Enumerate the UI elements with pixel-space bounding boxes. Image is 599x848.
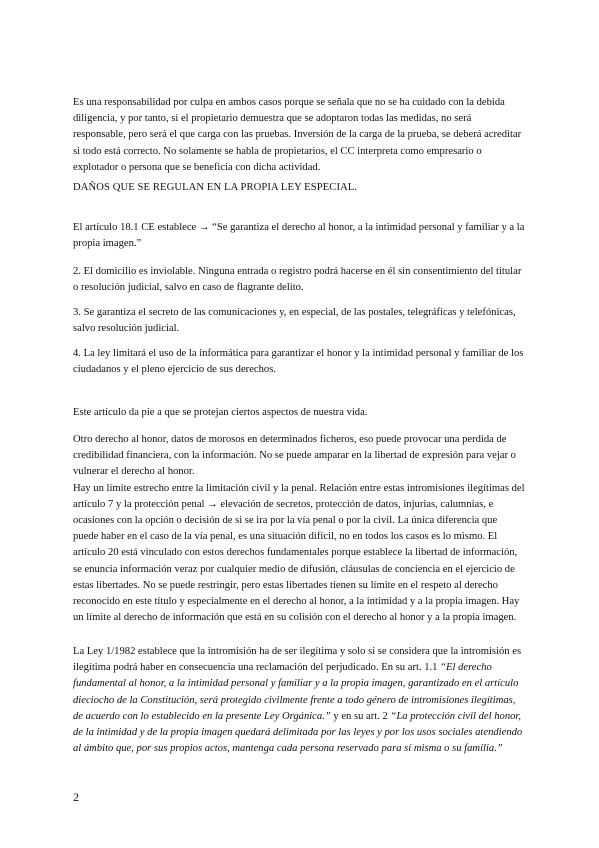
text-run: y en su art. 2 (330, 710, 391, 722)
paragraph-text: 3. Se garantiza el secreto de las comunicaciones y, en especial, de las postales, telegráficas y telefónicas, salvo resolución judicial. (73, 307, 516, 335)
paragraph-otro-derecho (73, 432, 525, 626)
paragraph-text (73, 644, 525, 757)
quote-art-1: “El derecho fundamental al honor, a la intimidad personal y familiar y a la propia imagen, garantizado en el artículo dieciocho de la Constitución, será protegido civilmente frente a todo género de intromisiones ilegítimas, de acuerdo con lo establecido en la presente Ley Orgánica.” (73, 662, 519, 722)
paragraph-text: Hay un límite estrecho entre la limitación civil y la penal. Relación entre estas intromisiones ilegítimas del artículo 7 y la protección penal → elevación de secretos, protección de datos, injurias, calumnias, e ocasiones con la opción o decisión de si se ira por la vía penal o por la civil. La única diferencia que puede haber en el caso de la vía penal, es una situación difícil, no en todos los casos es lo mismo. El artículo 20 está vinculado con estos derechos fundamentales porque establece la libertad de información, se enuncia información veraz por cualquier medio de difusión, cláusulas de conciencia en el ejercicio de estas libertades. No se puede restringir, pero estas libertades tienen su límite en el respeto al derecho reconocido en este título y especialmente en el derecho al honor, a la intimidad y a la propia imagen. Hay un límite al derecho de información que está en su colisión con el derecho al honor y a la propia imagen. (73, 482, 525, 624)
paragraph-da-pie (73, 405, 525, 421)
page-number: 2 (73, 790, 79, 804)
paragraph-item-4 (73, 346, 525, 378)
paragraph-text: 4. La ley limitará el uso de la informática para garantizar el honor y la intimidad personal y familiar de los ciudadanos y el pleno ejercicio de sus derechos. (73, 348, 524, 376)
paragraph-text: Otro derecho al honor, datos de morosos en determinados ficheros, eso puede provocar una perdida de credibilidad financiera, con la información. No se puede amparar en la libertad de expresión para vejar o vulnerar el derecho al honor. (73, 434, 516, 478)
paragraph-ley-1-1982 (73, 644, 525, 757)
paragraph-text: El artículo 18.1 CE establece → “Se garantiza el derecho al honor, a la intimidad personal y familiar y a la propia imagen.” (73, 222, 525, 250)
section-heading (73, 180, 525, 196)
paragraph-item-2 (73, 264, 525, 296)
paragraph-responsabilidad (73, 95, 525, 176)
heading-text: DAÑOS QUE SE REGULAN EN LA PROPIA LEY ESPECIAL. (73, 182, 358, 193)
paragraph-item-3 (73, 305, 525, 337)
quote-art-2: “La protección civil del honor, de la intimidad y de la propia imagen quedará delimitada por las leyes y por los usos sociales atendiendo al ámbito que, por sus propios actos, mantenga cada persona reservado para sí misma o su familia.” (73, 710, 523, 755)
text-run: La Ley 1/1982 establece que la intromisión ha de ser ilegítima y solo si se considera que la intromisión es ilegítima podrá haber en consecuencia una reclamación del perjudicado. En su art. 1.1 (73, 646, 522, 674)
paragraph-text: Es una responsabilidad por culpa en ambos casos porque se señala que no se ha cuidado con la debida diligencia, y por tanto, si el propietario demuestra que se adoptaron todas las medidas, no será responsable, pero será el que carga con las pruebas. Inversión de la carga de la prueba, se deberá acreditar si todo está correcto. No solamente se habla de propietarios, el CC interpreta como empresario o explotador o persona que se beneficia con dicha actividad. (73, 97, 522, 173)
paragraph-text: Este artículo da pie a que se protejan ciertos aspectos de nuestra vida. (73, 407, 368, 418)
paragraph-text: 2. El domicilio es inviolable. Ninguna entrada o registro podrá hacerse en él sin consentimiento del titular o resolución judicial, salvo en caso de flagrante delito. (73, 266, 522, 294)
paragraph-articulo-18 (73, 220, 525, 252)
